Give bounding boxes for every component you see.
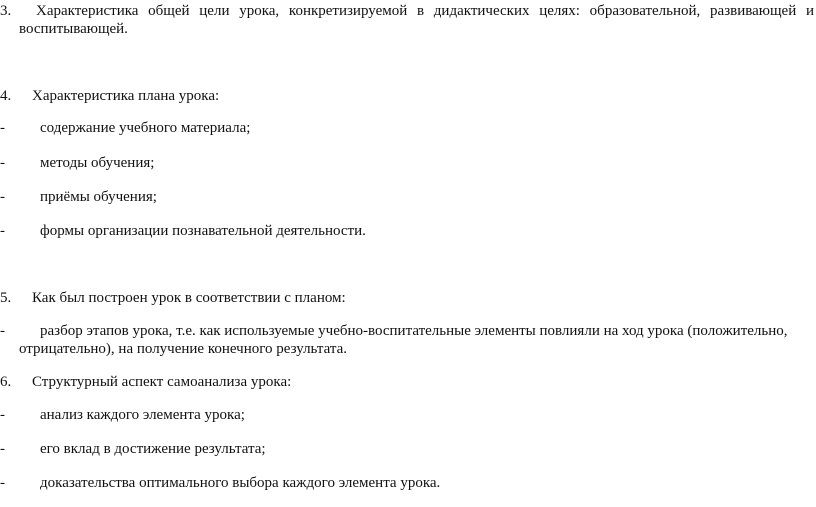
bullet-dash: -: [0, 223, 5, 239]
bullet-text: приёмы обучения;: [40, 189, 157, 205]
item-3-text-line1: Характеристика общей цели урока, конкретизируемой в дидактических целях: образовательной, развивающей и: [36, 3, 814, 19]
item-6-heading: Структурный аспект самоанализа урока:: [32, 374, 292, 390]
bullet-text: формы организации познавательной деятельности.: [40, 223, 366, 239]
item-6-number: 6.: [0, 374, 12, 390]
item-5-heading: Как был построен урок в соответствии с планом:: [32, 290, 346, 306]
bullet-dash: -: [0, 189, 5, 205]
bullet-text: разбор этапов урока, т.е. как используемые учебно-воспитательные элементы повлияли на ход урока (положительно,: [40, 323, 788, 339]
bullet-dash: -: [0, 407, 5, 423]
bullet-text: доказательства оптимального выбора каждого элемента урока.: [40, 475, 441, 491]
bullet-text: анализ каждого элемента урока;: [40, 407, 245, 423]
bullet-text: его вклад в достижение результата;: [40, 441, 266, 457]
item-3-number: 3.: [0, 3, 12, 19]
bullet-dash: -: [0, 475, 5, 491]
item-5-number: 5.: [0, 290, 12, 306]
bullet-dash: -: [0, 155, 5, 171]
bullet-dash: -: [0, 441, 5, 457]
bullet-text: методы обучения;: [40, 155, 155, 171]
item-3-text-line2: воспитывающей.: [19, 21, 128, 37]
bullet-text: содержание учебного материала;: [40, 120, 251, 136]
bullet-dash: -: [0, 323, 5, 339]
bullet-text-continuation: отрицательно), на получение конечного результата.: [19, 341, 347, 357]
item-4-heading: Характеристика плана урока:: [32, 88, 220, 104]
item-4-number: 4.: [0, 88, 12, 104]
bullet-dash: -: [0, 120, 5, 136]
